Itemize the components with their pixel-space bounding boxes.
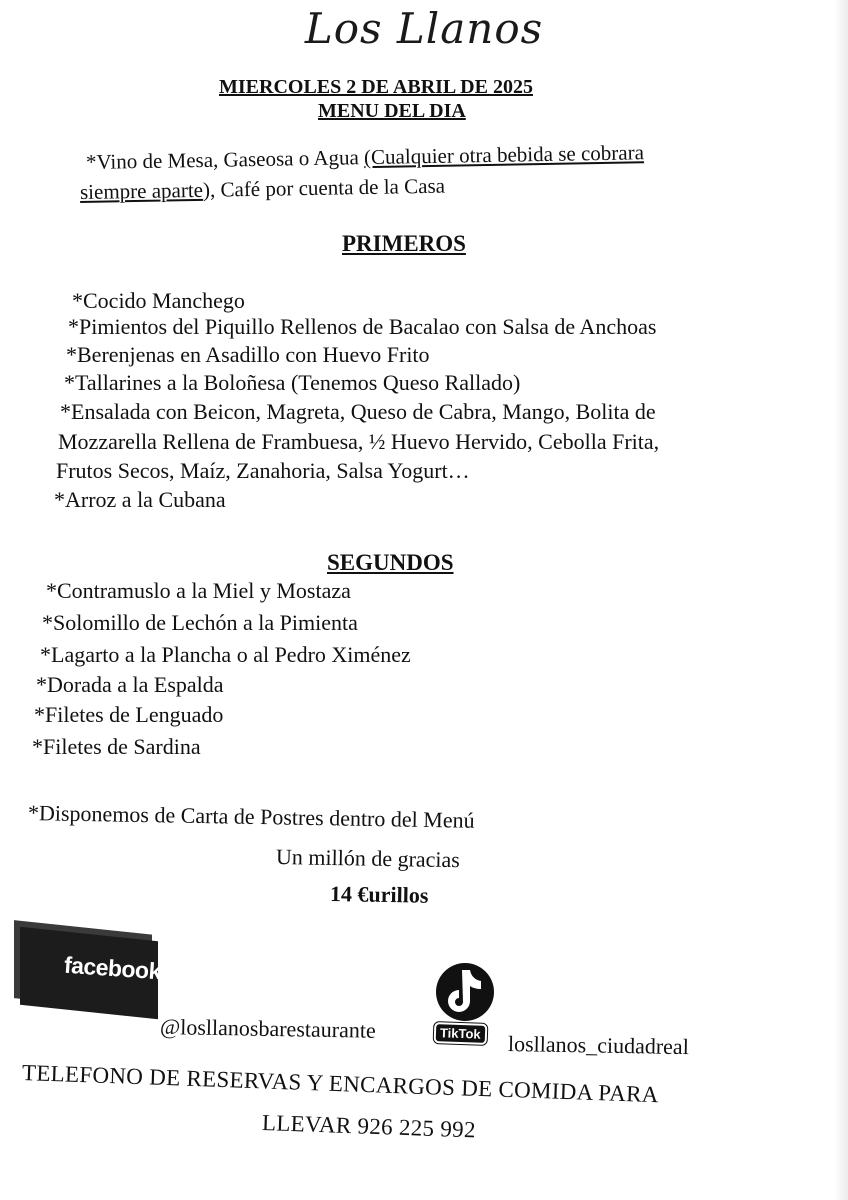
segundos-item: *Lagarto a la Plancha o al Pedro Ximénez — [40, 642, 411, 667]
reservations-line-1: TELEFONO DE RESERVAS Y ENCARGOS DE COMIDA PARA — [21, 1060, 660, 1108]
primeros-item: *Berenjenas en Asadillo con Huevo Frito — [66, 342, 430, 367]
facebook-handle: @losllanosbarestaurante — [159, 1014, 376, 1043]
intro-line-1 — [86, 140, 644, 175]
menu-date: MIERCOLES 2 DE ABRIL DE 2025 — [219, 76, 533, 98]
thanks-line: Un millón de gracias — [275, 844, 461, 873]
tiktok-badge: TikTok — [434, 1022, 487, 1045]
segundos-item: *Contramuslo a la Miel y Mostaza — [46, 578, 351, 603]
primeros-item: Frutos Secos, Maíz, Zanahoria, Salsa Yogurt… — [56, 458, 470, 483]
intro-note: (Cualquier otra bebida se cobrara — [363, 140, 645, 170]
segundos-item: *Dorada a la Espalda — [36, 672, 224, 697]
primeros-item: *Ensalada con Beicon, Magreta, Queso de Cabra, Mango, Bolita de — [60, 399, 656, 424]
segundos-item: *Filetes de Lenguado — [34, 702, 224, 727]
tiktok-handle: losllanos_ciudadreal — [507, 1031, 690, 1060]
facebook-icon: facebook — [63, 951, 162, 985]
primeros-heading: PRIMEROS — [342, 231, 466, 256]
reservations-line-2: LLEVAR 926 225 992 — [261, 1110, 477, 1143]
menu-title: MENU DEL DIA — [318, 100, 466, 122]
tiktok-icon — [432, 958, 502, 1022]
menu-price: 14 €urillos — [329, 881, 429, 908]
restaurant-logo: Los Llanos — [304, 4, 544, 53]
primeros-item: Mozzarella Rellena de Frambuesa, ½ Huevo Hervido, Cebolla Frita, — [58, 429, 660, 454]
primeros-item: *Pimientos del Piquillo Rellenos de Bacalao con Salsa de Anchoas — [68, 314, 657, 339]
primeros-item: *Tallarines a la Boloñesa (Tenemos Queso Rallado) — [64, 370, 521, 395]
segundos-item: *Filetes de Sardina — [32, 734, 201, 759]
intro-suffix: ), Café por cuenta de la Casa — [202, 173, 446, 202]
segundos-heading: SEGUNDOS — [327, 550, 454, 575]
desserts-note: *Disponemos de Carta de Postres dentro del Menú — [27, 800, 475, 833]
segundos-item: *Solomillo de Lechón a la Pimienta — [42, 610, 358, 635]
intro-line-2 — [80, 174, 445, 205]
page-edge-shadow — [834, 0, 848, 1200]
primeros-item: *Arroz a la Cubana — [54, 487, 226, 512]
primeros-item: *Cocido Manchego — [72, 288, 245, 313]
intro-prefix: *Vino de Mesa, Gaseosa o Agua — [85, 145, 365, 174]
intro-note-end: siempre aparte — [79, 177, 204, 204]
